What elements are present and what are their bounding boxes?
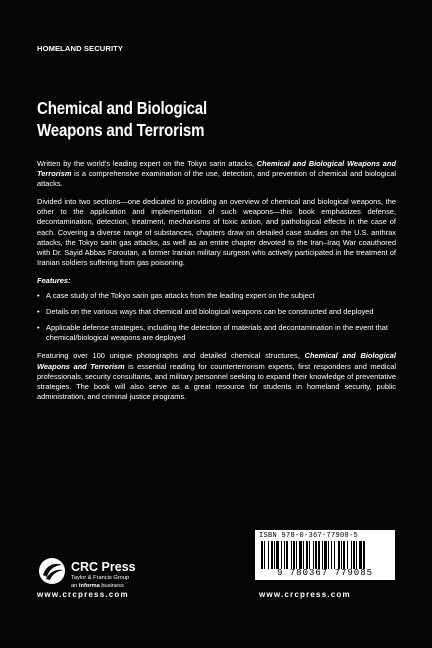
- publisher-informa: [71, 583, 124, 589]
- barcode-bar: [338, 541, 340, 569]
- barcode-bars: [259, 541, 391, 569]
- feature-text: Applicable defense strategies, including the detection of materials and decontamination in the event that chemical/biological weapons are deployed: [46, 323, 388, 343]
- barcode-bar: [299, 541, 302, 569]
- feature-text: A case study of the Tokyo sarin gas attacks from the leading expert on the subject: [46, 291, 315, 301]
- barcode-bar: [261, 541, 263, 569]
- barcode-bar: [296, 541, 297, 569]
- barcode-bar: [318, 541, 320, 569]
- feature-text: Details on the various ways that chemical and biological weapons can be constructed and deployed: [46, 307, 374, 317]
- bullet-glyph: •: [37, 307, 40, 317]
- barcode-bar: [353, 541, 355, 569]
- barcode-bar: [286, 541, 288, 569]
- barcode-bar: [328, 541, 329, 569]
- barcode-bar: [274, 541, 275, 569]
- barcode-bar: [268, 541, 269, 569]
- list-item: [37, 323, 396, 343]
- informa-prefix: an: [71, 583, 79, 589]
- barcode-bar: [291, 541, 292, 569]
- publisher-url-left[interactable]: www.crcpress.com: [37, 590, 129, 599]
- barcode-bar: [284, 541, 285, 569]
- closing-tail: is essential reading for counterterrorism experts, first responders and medical professionals, security consultants, and military personnel seeking to expand their knowledge of preventative strategies. The book will also serve as a great resource for students in homeland security, public administration, and criminal justice programs.: [37, 361, 396, 401]
- barcode-bar: [331, 541, 332, 569]
- barcode-bar: [313, 541, 314, 569]
- barcode: [255, 530, 395, 580]
- features-list: [37, 291, 396, 343]
- category-label: HOMELAND SECURITY: [37, 44, 124, 53]
- intro-lead: Written by the world’s leading expert on the Tokyo sarin attacks,: [37, 159, 257, 168]
- bullet-glyph: •: [37, 291, 40, 301]
- barcode-bar: [341, 541, 342, 569]
- bullet-glyph: •: [37, 323, 40, 333]
- title-line-2: Weapons and Terrorism: [37, 120, 205, 140]
- informa-suffix: business: [99, 583, 124, 589]
- intro-paragraph: [37, 159, 396, 189]
- closing-title-emphasis: Chemical and Biological Weapons and Terrorism: [37, 351, 396, 371]
- barcode-bar: [334, 541, 335, 569]
- isbn-text: ISBN 978-0-367-77908-5: [259, 532, 359, 540]
- barcode-bar: [363, 541, 365, 569]
- crc-swoosh-icon: [37, 556, 67, 586]
- barcode-bar: [281, 541, 282, 569]
- barcode-bar: [351, 541, 352, 569]
- publisher-url-right[interactable]: www.crcpress.com: [259, 590, 351, 599]
- barcode-bar: [306, 541, 308, 569]
- title-line-1: Chemical and Biological: [37, 98, 207, 118]
- barcode-bar: [324, 541, 327, 569]
- barcode-bar: [276, 541, 279, 569]
- barcode-bar: [359, 541, 362, 569]
- book-title: [37, 97, 347, 141]
- barcode-bar: [347, 541, 348, 569]
- barcode-bar: [356, 541, 357, 569]
- intro-tail: is a comprehensive examination of the use, detection, and prevention of chemical and biological attacks.: [37, 169, 396, 189]
- barcode-bar: [322, 541, 323, 569]
- list-item: [37, 291, 396, 301]
- publisher-group: Taylor & Francis Group: [71, 575, 130, 581]
- barcode-bar: [293, 541, 295, 569]
- barcode-bar: [309, 541, 310, 569]
- closing-lead: Featuring over 100 unique photographs and detailed chemical structures,: [37, 351, 305, 361]
- closing-paragraph: [37, 351, 396, 401]
- ean-text: 9 780367 779085: [276, 568, 373, 578]
- overview-paragraph: Divided into two sections—one dedicated to providing an overview of chemical and biological weapons, the other to the application and implementation of such weapons—this book emphasizes defense, decontamination, detection, treatment, mechanisms of toxic action, and pathological effects in the case of each. Covering a diverse range of substances, chapters draw on detailed case studies on the U.S. anthrax attacks, the Tokyo sarin gas attacks, as well as an entire chapter devoted to the Iran–Iraq War coauthored with Dr. Sayid Abbas Foroutan, a former Iranian military surgeon who actively participated in the treatment of Iranian soldiers suffering from gas poisoning.: [37, 197, 396, 267]
- intro-title-emphasis: Chemical and Biological Weapons and Terrorism: [37, 159, 396, 179]
- barcode-bar: [271, 541, 273, 569]
- features-heading: Features:: [37, 275, 71, 285]
- description: [37, 159, 396, 410]
- informa-word: informa: [78, 583, 100, 589]
- barcode-bar: [303, 541, 304, 569]
- barcode-bar: [264, 541, 265, 569]
- publisher-name: CRC Press: [71, 560, 136, 574]
- list-item: [37, 307, 396, 317]
- barcode-bar: [315, 541, 317, 569]
- barcode-bar: [343, 541, 345, 569]
